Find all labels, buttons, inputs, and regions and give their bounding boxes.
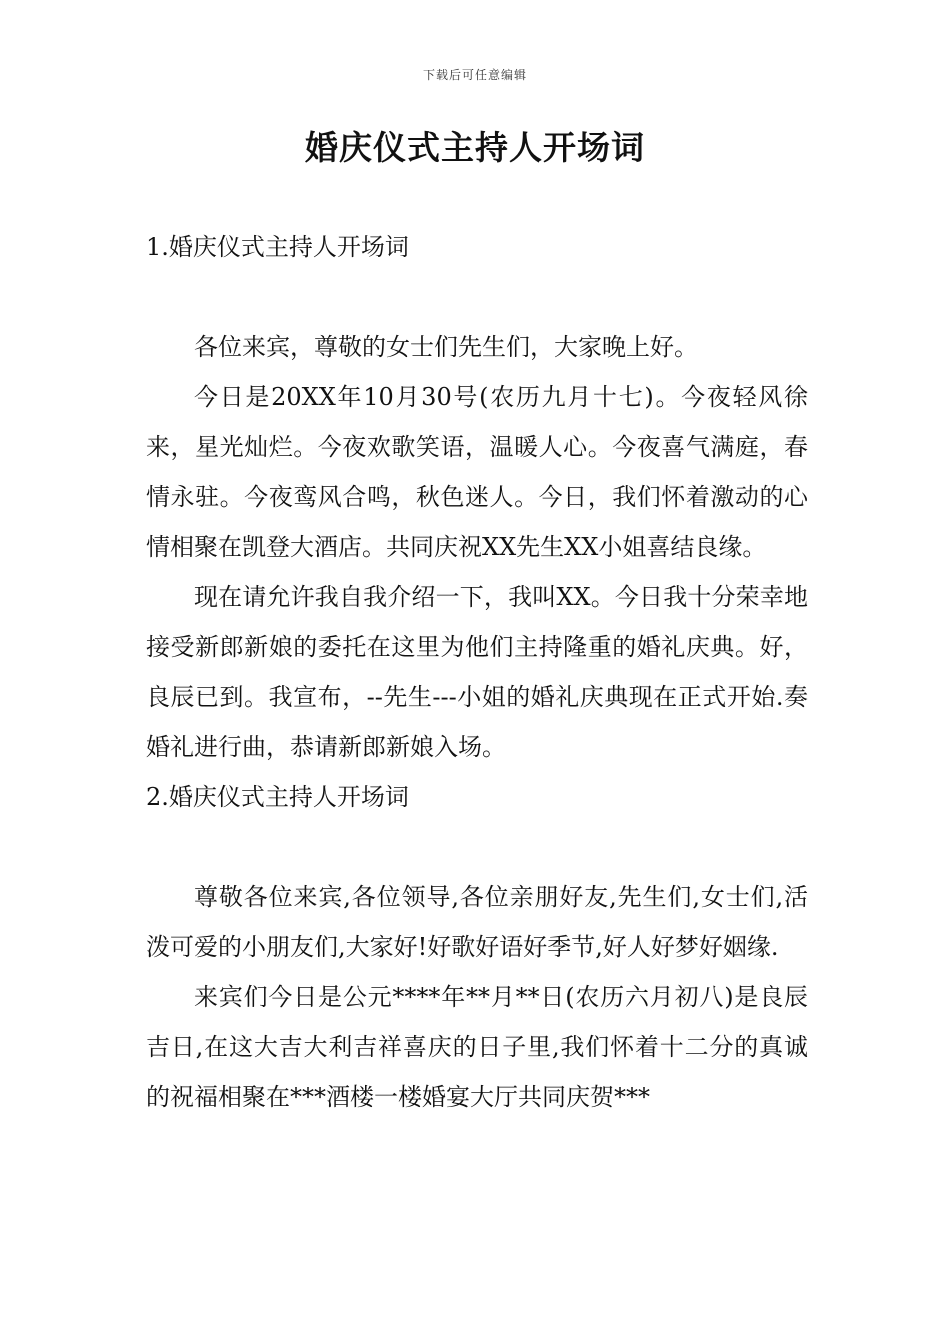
paragraph: 今日是20XX年10月30号(农历九月十七)。今夜轻风徐来，星光灿烂。今夜欢歌笑语，温暖人心。今夜喜气满庭，春情永驻。今夜鸾风合鸣，秋色迷人。今日，我们怀着激动的心情相聚在凯登大酒店。共同庆祝XX先生XX小姐喜结良缘。 [146,383,808,561]
paragraph: 来宾们今日是公元****年**月**日(农历六月初八)是良辰吉日,在这大吉大利吉祥喜庆的日子里,我们怀着十二分的真诚的祝福相聚在***酒楼一楼婚宴大厅共同庆贺*** [146,983,808,1111]
spacer [146,822,808,872]
spacer [146,272,808,322]
header-note: 下载后可任意编辑 [422,68,527,82]
paragraph: 尊敬各位来宾,各位领导,各位亲朋好友,先生们,女士们,活泼可爱的小朋友们,大家好!好歌好语好季节,好人好梦好姻缘. [146,883,808,961]
document-title: 婚庆仪式主持人开场词 [305,128,645,167]
paragraph: 现在请允许我自我介绍一下，我叫XX。今日我十分荣幸地接受新郎新娘的委托在这里为他们主持隆重的婚礼庆典。好，良辰已到。我宣布，--先生---小姐的婚礼庆典现在正式开始.奏婚礼进行曲，恭请新郎新娘入场。 [146,583,808,761]
section-heading: 2.婚庆仪式主持人开场词 [146,783,409,811]
section-2 [146,772,808,1122]
section-heading: 1.婚庆仪式主持人开场词 [146,233,409,261]
paragraph: 各位来宾，尊敬的女士们先生们，大家晚上好。 [194,333,698,361]
document-body [146,222,808,1122]
section-1 [146,222,808,772]
